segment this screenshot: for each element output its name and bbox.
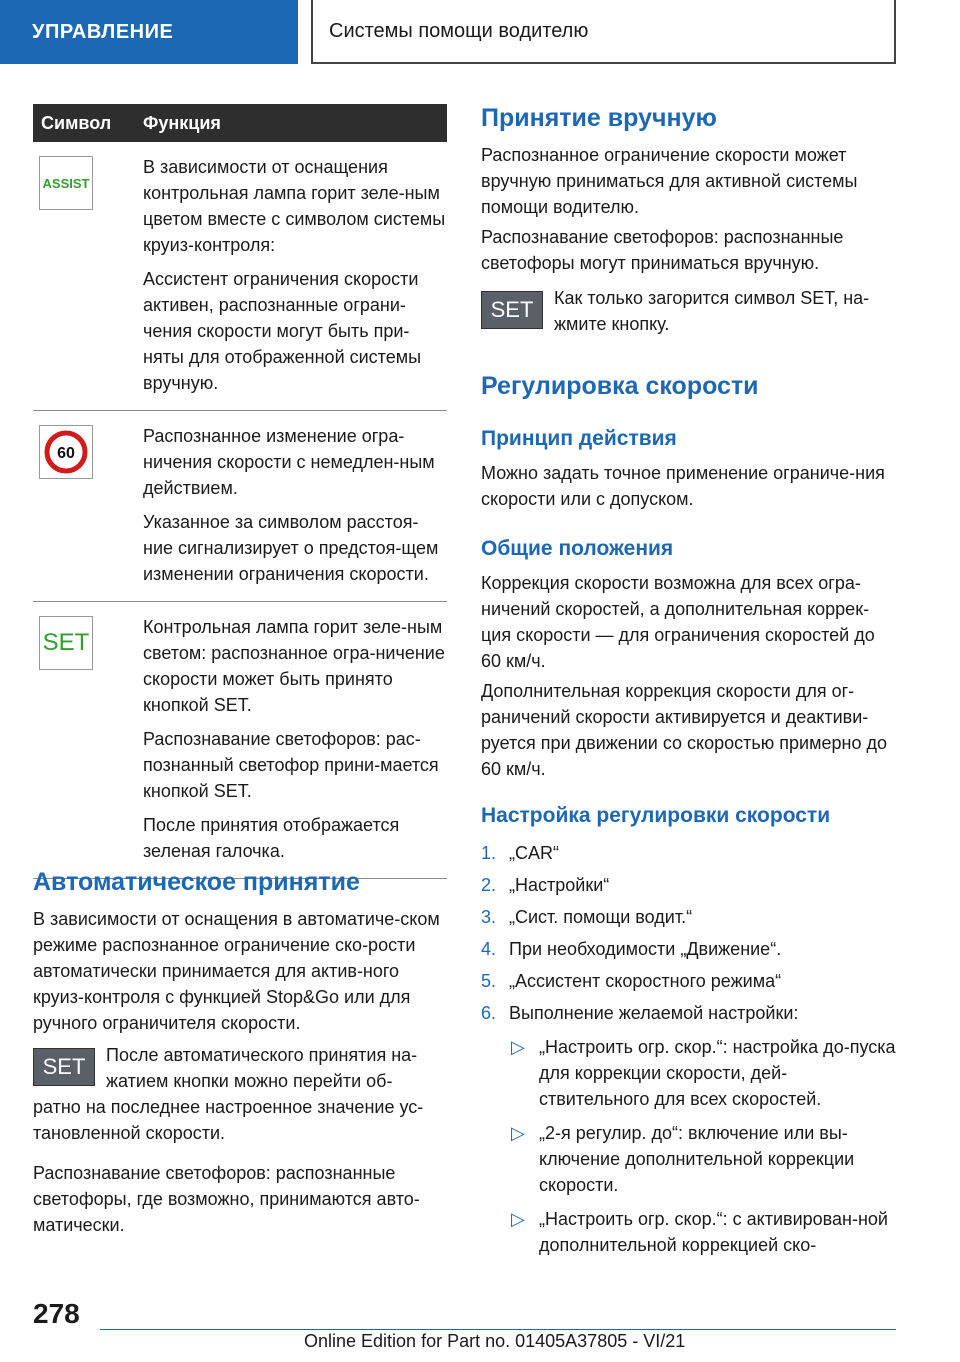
header-function: Функция xyxy=(143,112,221,133)
auto-paragraph-2a: После автоматического принятия на-жатием кнопки можно перейти об- xyxy=(106,1045,418,1091)
list-item: 4. При необходимости „Движение“. xyxy=(481,939,782,959)
list-item: 6. Выполнение желаемой настройки: xyxy=(481,1003,799,1023)
triangle-bullet-icon: ▷ xyxy=(511,1123,525,1143)
sub-list-item: ▷ „Настроить огр. скор.“: настройка до-пуска для коррекции скорости, дей-ствительного для всех скоростей. xyxy=(511,1034,896,1112)
row-text: Распознавание светофоров: рас-познанный светофор прини-мается кнопкой SET. xyxy=(143,729,439,801)
speed-limit-sign-icon xyxy=(39,425,93,479)
set-indicator-icon xyxy=(39,616,93,670)
principle-text: Можно задать точное применение ограниче-ния скорости или с допуском. xyxy=(481,463,885,509)
row-text: Распознанное изменение огра-ничения скорости с немедлен-ным действием. xyxy=(143,426,435,498)
symbol-table xyxy=(33,104,447,879)
general-heading: Общие положения xyxy=(481,537,674,560)
table-header xyxy=(33,104,447,142)
sub-list-item: ▷ „Настроить огр. скор.“: с активирован-ной дополнительной коррекцией ско- xyxy=(511,1206,896,1258)
manual-heading: Принятие вручную xyxy=(481,104,717,132)
row-text: Указанное за символом расстоя-ние сигнализирует о предстоя-щем изменении ограничения скорости. xyxy=(143,512,439,584)
triangle-bullet-icon: ▷ xyxy=(511,1209,525,1229)
row-text: В зависимости от оснащения контрольная лампа горит зеле-ным цветом вместе с символом системы круиз-контроля: xyxy=(143,157,446,255)
principle-heading: Принцип действия xyxy=(481,427,677,450)
edition-text: Online Edition for Part no. 01405A37805 - VI/21 xyxy=(304,1331,686,1351)
set-button-label: SET xyxy=(490,297,534,322)
setup-heading: Настройка регулировки скорости xyxy=(481,804,831,827)
auto-heading: Автоматическое принятие xyxy=(33,868,360,896)
list-item: 3. „Сист. помощи водит.“ xyxy=(481,907,693,927)
speed-limit-value: 60 xyxy=(57,445,75,462)
set-button-icon xyxy=(481,291,543,329)
manual-paragraph: Как только загорится символ SET, на-жмите кнопку. xyxy=(554,288,870,334)
triangle-bullet-icon: ▷ xyxy=(511,1037,525,1057)
chapter-title: Системы помощи водителю xyxy=(329,19,589,42)
set-button-icon xyxy=(33,1048,95,1086)
manual-paragraph: Распознавание светофоров: распознанные светофоры могут приниматься вручную. xyxy=(481,227,844,273)
row-text: Контрольная лампа горит зеле-ным светом: распознанное огра-ничение скорости может быть принято кнопкой SET. xyxy=(143,617,445,715)
table-row xyxy=(33,142,447,411)
set-indicator-label: SET xyxy=(42,629,90,656)
steps-list xyxy=(481,840,896,1258)
section-title: УПРАВЛЕНИЕ xyxy=(32,20,174,43)
footer-divider xyxy=(100,1329,896,1330)
assist-icon xyxy=(39,156,93,210)
table-row xyxy=(33,411,447,602)
section-tab xyxy=(0,0,298,64)
header-symbol: Символ xyxy=(41,112,112,133)
page-number: 278 xyxy=(33,1298,80,1329)
auto-paragraph: В зависимости от оснащения в автоматиче-ском режиме распознанное ограничение ско-рости автоматически принимается для актив-ного круиз-контроля с функцией Stop&Go или для ручного ограничителя скорости. xyxy=(33,909,440,1033)
table-row xyxy=(33,602,447,879)
list-item: 2. „Настройки“ xyxy=(481,875,610,895)
sub-list-item: ▷ „2-я регулир. до“: включение или вы-ключение дополнительной коррекции скорости. xyxy=(511,1120,896,1198)
auto-paragraph-2b: ратно на последнее настроенное значение ус-тановленной скорости. xyxy=(33,1097,424,1143)
set-button-label: SET xyxy=(42,1054,86,1079)
general-paragraph: Коррекция скорости возможна для всех огра-ничений скоростей, а дополнительная коррек-ция скорости — для ограничения скоростей до 60 км/ч. xyxy=(481,573,875,671)
manual-paragraph: Распознанное ограничение скорости может вручную приниматься для активной системы помощи водителю. xyxy=(481,145,858,217)
assist-icon-label: ASSIST xyxy=(42,175,90,191)
list-item: 5. „Ассистент скоростного режима“ xyxy=(481,971,782,991)
row-text: После принятия отображается зеленая галочка. xyxy=(143,815,400,861)
row-text: Ассистент ограничения скорости активен, распознанные ограни-чения скорости могут быть при-няты для отображенной системы вручную. xyxy=(143,269,422,393)
list-item: 1. „CAR“ xyxy=(481,843,559,863)
auto-paragraph-3: Распознавание светофоров: распознанные светофоры, где возможно, принимаются авто-матически. xyxy=(33,1163,420,1235)
general-paragraph: Дополнительная коррекция скорости для ог-раничений скорости активируется и деактиви-руется при движении со скоростью примерно до 60 км/ч. xyxy=(481,681,887,779)
chapter-header xyxy=(311,0,896,64)
regulation-heading: Регулировка скорости xyxy=(481,372,759,400)
